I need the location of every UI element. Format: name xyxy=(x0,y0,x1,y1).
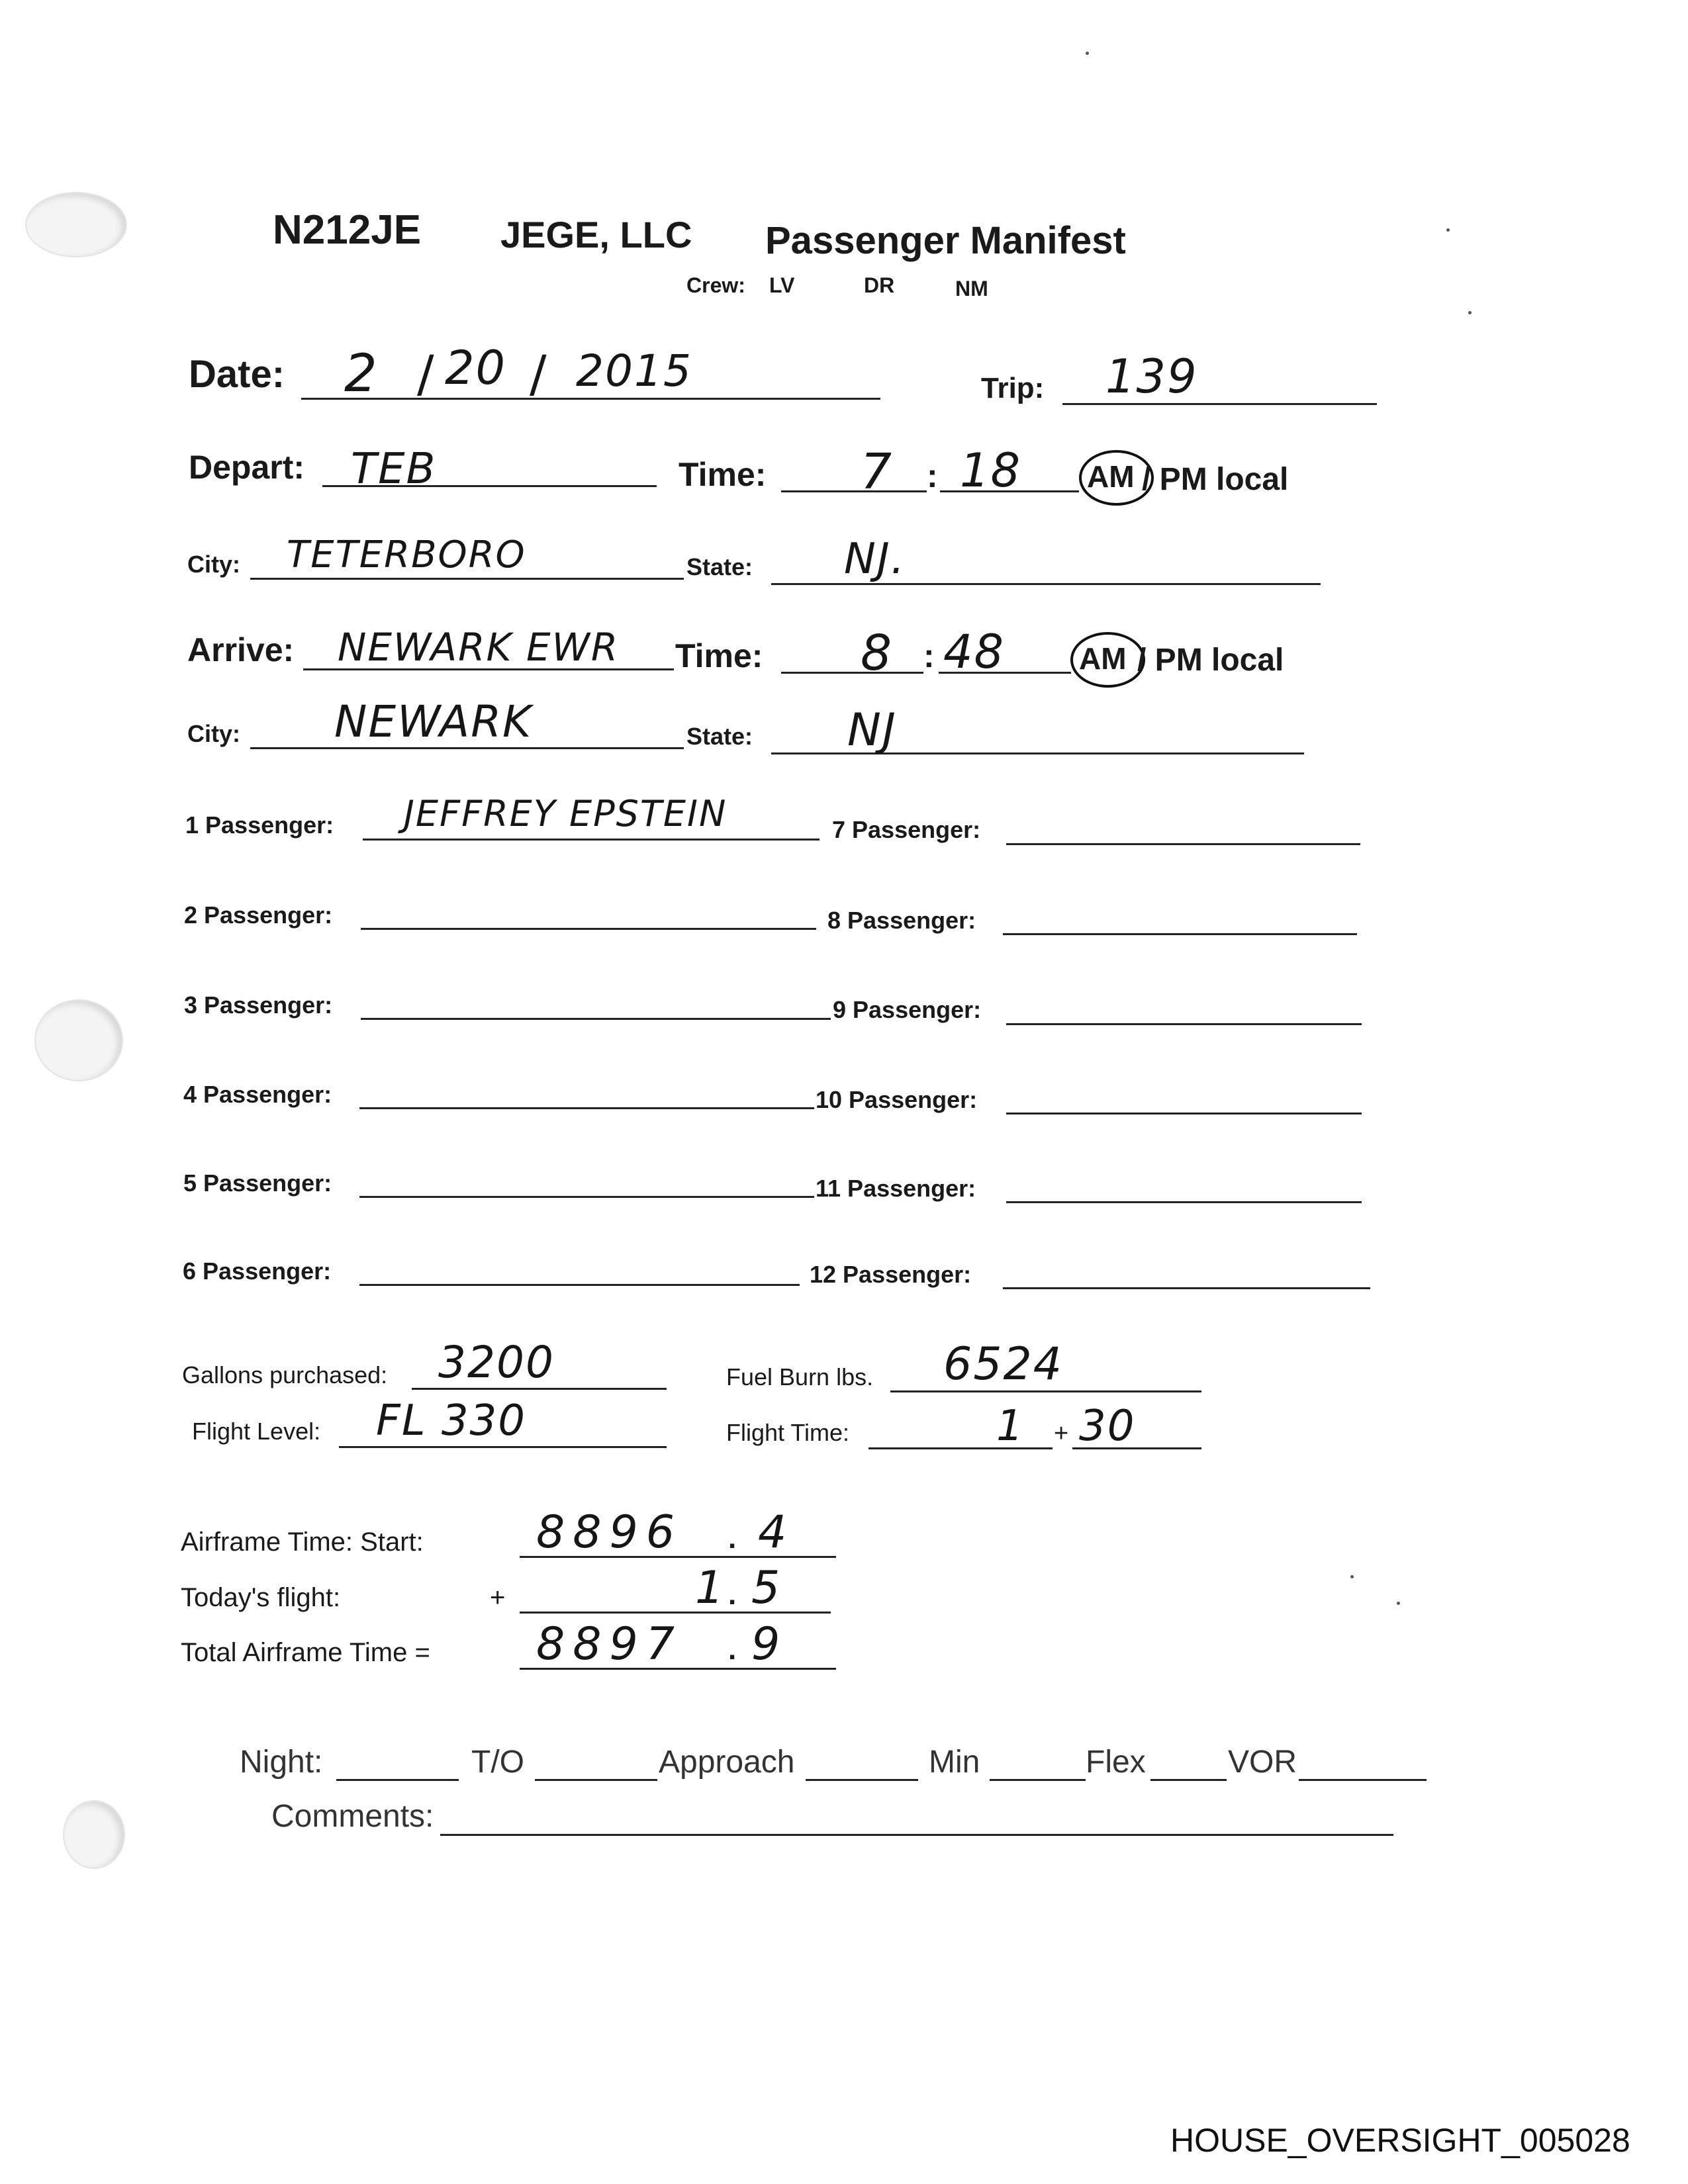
comments-label: Comments: xyxy=(271,1799,434,1834)
passenger-underline xyxy=(359,1196,814,1198)
flight-level-label: Flight Level: xyxy=(192,1418,321,1445)
todays-flight-whole: 1 xyxy=(695,1562,726,1614)
scan-speck xyxy=(1468,311,1472,314)
passenger-label: 8 Passenger: xyxy=(827,907,976,934)
passenger-underline xyxy=(1006,1023,1362,1025)
approach-underline xyxy=(806,1779,918,1781)
passenger-underline xyxy=(359,1284,800,1286)
scan-speck xyxy=(1350,1575,1354,1578)
crew-member-3: NM xyxy=(955,277,988,300)
flex-underline xyxy=(1150,1779,1227,1781)
depart-hour: 7 xyxy=(861,443,894,500)
depart-city-underline xyxy=(250,578,684,580)
airframe-start-whole: 8896 xyxy=(536,1506,683,1559)
date-day: 20 xyxy=(445,341,507,395)
trip-label: Trip: xyxy=(981,372,1045,404)
crew-member-1: LV xyxy=(769,273,795,297)
trip-number: 139 xyxy=(1105,349,1198,404)
vor-underline xyxy=(1299,1779,1427,1781)
to-underline xyxy=(535,1779,657,1781)
flight-time-minutes: 30 xyxy=(1079,1402,1136,1451)
date-sep-1: / xyxy=(417,344,436,403)
arrive-city-label: City: xyxy=(187,720,240,747)
arrive-value: NEWARK EWR xyxy=(338,625,620,670)
flight-level-underline xyxy=(339,1446,667,1448)
depart-pm-local: / PM local xyxy=(1142,462,1289,497)
scan-speck xyxy=(1397,1602,1400,1605)
passenger-underline xyxy=(361,928,816,930)
arrive-hour-underline xyxy=(781,672,923,674)
todays-flight-label: Today's flight: xyxy=(181,1583,341,1612)
gallons-value: 3200 xyxy=(438,1337,555,1388)
total-airframe-whole: 8897 xyxy=(536,1618,683,1670)
depart-city-label: City: xyxy=(187,551,240,578)
arrive-city-value: NEWARK xyxy=(334,696,533,747)
passenger-label: 6 Passenger: xyxy=(183,1257,332,1285)
arrive-label: Arrive: xyxy=(187,631,295,668)
depart-city-value: TETERBORO xyxy=(287,533,526,576)
depart-state-label: State: xyxy=(686,553,753,580)
passenger-underline xyxy=(1006,1113,1362,1115)
depart-value: TEB xyxy=(351,445,437,494)
flight-time-plus: + xyxy=(1054,1420,1069,1447)
crew-label: Crew: xyxy=(686,273,745,297)
flight-time-hours-underline xyxy=(868,1447,1053,1449)
bates-number: HOUSE_OVERSIGHT_005028 xyxy=(1170,2122,1630,2159)
approach-label: Approach xyxy=(659,1745,795,1780)
arrive-pm-local: / PM local xyxy=(1137,643,1284,678)
arrive-hour: 8 xyxy=(861,625,894,682)
passenger-label: 2 Passenger: xyxy=(184,901,333,929)
punch-hole-bottom xyxy=(63,1800,125,1869)
depart-label: Depart: xyxy=(189,449,305,486)
depart-hour-underline xyxy=(781,490,927,492)
scan-speck xyxy=(1446,228,1450,232)
depart-minute: 18 xyxy=(960,443,1022,498)
night-label: Night: xyxy=(240,1745,323,1780)
scan-speck xyxy=(1086,52,1089,55)
depart-colon: : xyxy=(927,457,938,494)
airframe-start-label: Airframe Time: Start: xyxy=(181,1527,424,1557)
gallons-label: Gallons purchased: xyxy=(182,1361,388,1388)
total-airframe-label: Total Airframe Time = xyxy=(181,1638,430,1667)
flight-time-label: Flight Time: xyxy=(726,1419,850,1446)
arrive-time-label: Time: xyxy=(675,637,763,674)
passenger-underline xyxy=(1003,1287,1370,1289)
arrive-minute: 48 xyxy=(943,625,1006,679)
company-name: JEGE, LLC xyxy=(500,214,692,255)
todays-flight-underline xyxy=(520,1612,831,1614)
passenger-label: 4 Passenger: xyxy=(183,1081,332,1108)
night-underline xyxy=(336,1779,459,1781)
airframe-start-decimal: 4 xyxy=(758,1506,788,1559)
passenger-label: 9 Passenger: xyxy=(833,996,982,1023)
min-label: Min xyxy=(929,1745,980,1780)
passenger-name: JEFFREY EPSTEIN xyxy=(404,793,727,835)
passenger-label: 1 Passenger: xyxy=(185,811,334,839)
airframe-start-dot: . xyxy=(728,1522,737,1555)
gallons-underline xyxy=(412,1388,667,1390)
min-underline xyxy=(990,1779,1086,1781)
fuel-burn-underline xyxy=(890,1390,1201,1392)
depart-am: AM xyxy=(1087,459,1135,494)
date-label: Date: xyxy=(189,353,285,396)
date-year: 2015 xyxy=(576,345,692,396)
passenger-label: 10 Passenger: xyxy=(816,1086,978,1113)
arrive-city-underline xyxy=(250,747,684,749)
page-title: Passenger Manifest xyxy=(765,219,1126,262)
passenger-label: 5 Passenger: xyxy=(183,1169,332,1197)
flex-label: Flex xyxy=(1086,1745,1146,1780)
punch-hole-top xyxy=(25,192,127,257)
passenger-underline xyxy=(361,1018,831,1020)
date-underline xyxy=(301,398,880,400)
passenger-label: 12 Passenger: xyxy=(810,1261,972,1288)
total-airframe-decimal: 9 xyxy=(751,1618,782,1670)
date-month: 2 xyxy=(344,344,379,404)
passenger-label: 7 Passenger: xyxy=(832,816,981,843)
fuel-burn-label: Fuel Burn lbs. xyxy=(726,1363,874,1390)
arrive-state-value: NJ xyxy=(847,704,897,756)
vor-label: VOR xyxy=(1228,1745,1297,1780)
depart-state-value: NJ. xyxy=(844,535,906,584)
arrive-state-label: State: xyxy=(686,723,753,750)
passenger-label: 3 Passenger: xyxy=(184,991,333,1019)
passenger-label: 11 Passenger: xyxy=(816,1175,976,1202)
punch-hole-middle xyxy=(34,999,123,1081)
tail-number: N212JE xyxy=(273,207,422,253)
todays-flight-decimal: 5 xyxy=(751,1562,782,1614)
fuel-burn-value: 6524 xyxy=(943,1338,1064,1390)
arrive-am: AM xyxy=(1079,641,1127,676)
passenger-underline xyxy=(1006,1201,1362,1203)
todays-flight-plus: + xyxy=(490,1583,506,1612)
flight-time-hours: 1 xyxy=(996,1402,1025,1451)
passenger-underline xyxy=(359,1107,814,1109)
date-sep-2: / xyxy=(530,344,548,403)
depart-time-label: Time: xyxy=(679,456,767,493)
total-airframe-dot: . xyxy=(728,1633,737,1666)
crew-member-2: DR xyxy=(864,273,895,297)
comments-underline xyxy=(440,1834,1393,1836)
passenger-underline xyxy=(1003,933,1357,935)
todays-flight-dot: . xyxy=(728,1578,737,1611)
to-label: T/O xyxy=(471,1745,524,1780)
passenger-underline xyxy=(363,839,820,841)
arrive-colon: : xyxy=(923,637,935,674)
flight-level-value: FL 330 xyxy=(376,1396,526,1445)
passenger-underline xyxy=(1006,843,1360,845)
